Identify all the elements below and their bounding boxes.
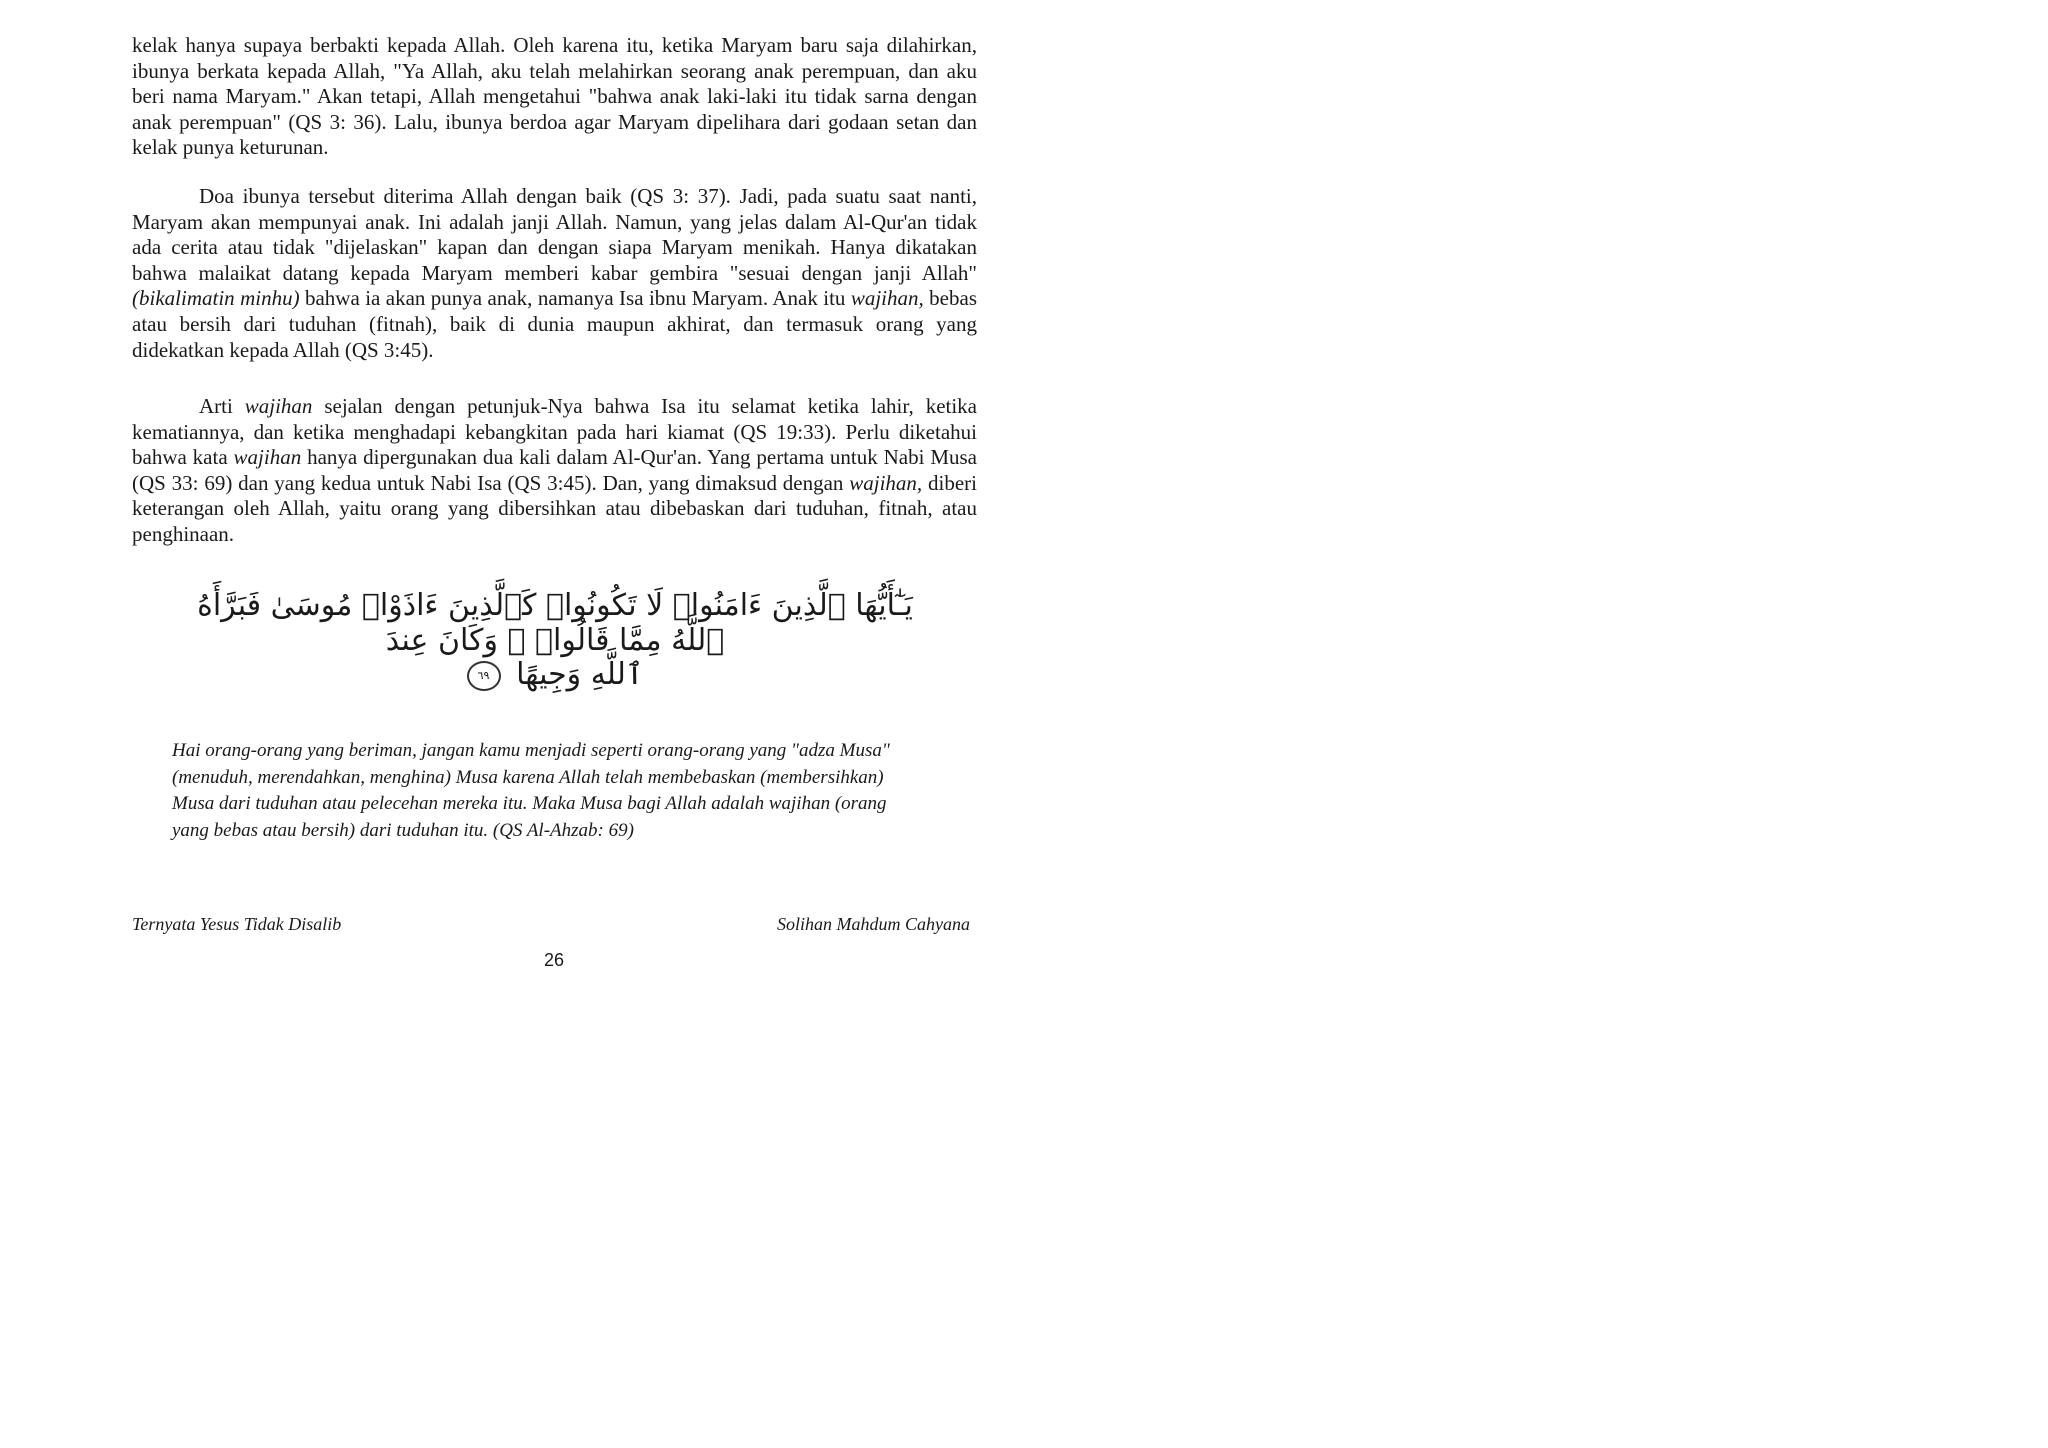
text-segment: sejalan dengan petunjuk-Nya bahwa Isa itu selamat ketika lahir, ketika kematiannya, dan ketika menghadapi kebangkitan pada hari kiamat (QS 19:33). Perlu diketahui bahwa kata [132, 394, 977, 470]
arabic-verse-text: ٱللَّهِ وَجِيهًا [516, 657, 644, 692]
italic-term: wajihan [233, 445, 302, 470]
paragraph-1 [132, 33, 977, 161]
italic-term: wajihan, [849, 470, 923, 495]
text-segment: kelak hanya supaya berbakti kepada Allah. Oleh karena itu, ketika Maryam baru saja dilahirkan, ibunya berkata kepada Allah, "Ya Allah, aku telah melahirkan seorang anak perempuan, dan aku beri nama Maryam." Akan tetapi, Allah mengetahui "bahwa anak laki-laki itu tidak sarna dengan anak perempuan" (QS 3: 36). Lalu, ibunya berdoa agar Maryam dipelihara dari godaan setan dan kelak punya keturunan. [132, 33, 977, 160]
text-segment: hanya dipergunakan dua kali dalam Al-Qur'an. Yang pertama untuk Nabi Musa (QS 33: 69) dan yang kedua untuk Nabi Isa (QS 3:45). Dan, yang dimaksud dengan [132, 445, 977, 495]
paragraph-2 [132, 184, 977, 363]
text-segment: bahwa ia akan punya anak, namanya Isa ibnu Maryam. Anak itu [299, 286, 851, 311]
footer-author: Solihan Mahdum Cahyana [777, 914, 970, 934]
italic-term: wajihan, [850, 286, 924, 311]
page-number: 26 [544, 950, 565, 970]
paragraph-3 [132, 394, 977, 548]
arabic-verse-line-1: يَـٰٓأَيُّهَا ٱلَّذِينَ ءَامَنُوا۟ لَا تَكُونُوا۟ كَٱلَّذِينَ ءَاذَوْا۟ مُوسَىٰ فَبَرَّأَهُ ٱللَّهُ مِمَّا قَالُوا۟ ۚ وَكَانَ عِندَ [197, 588, 913, 658]
text-segment: bebas atau bersih dari tuduhan (fitnah), baik di dunia maupun akhirat, dan termasuk orang yang didekatkan kepada Allah (QS 3:45). [132, 286, 977, 362]
italic-term: (bikalimatin minhu) [132, 286, 300, 311]
verse-translation: Hai orang-orang yang beriman, jangan kamu menjadi seperti orang-orang yang "adza Musa" (menuduh, merendahkan, menghina) Musa karena Allah telah membebaskan (membersihkan) Musa dari tuduhan atau pelecehan mereka itu. Maka Musa bagi Allah adalah wajihan (orang yang bebas atau bersih) dari tuduhan itu. (QS Al-Ahzab: 69) [172, 740, 890, 841]
arabic-verse-line-2 [170, 657, 940, 692]
verse-number-ornament: ٦٩ [467, 661, 501, 691]
text-segment: diberi keterangan oleh Allah, yaitu orang yang dibersihkan atau dibebaskan dari tuduhan, fitnah, atau penghinaan. [132, 470, 977, 546]
italic-term: wajihan [244, 394, 313, 418]
footer-book-title: Ternyata Yesus Tidak Disalib [132, 914, 342, 934]
text-segment: Arti [199, 394, 245, 418]
text-segment: Doa ibunya tersebut diterima Allah dengan baik (QS 3: 37). Jadi, pada suatu saat nanti, Maryam akan mempunyai anak. Ini adalah janji Allah. Namun, yang jelas dalam Al-Qur'an tidak ada cerita atau tidak "dijelaskan" kapan dan dengan siapa Maryam menikah. Hanya dikatakan bahwa malaikat datang kepada Maryam memberi kabar gembira "sesuai dengan janji Allah" [132, 184, 977, 285]
